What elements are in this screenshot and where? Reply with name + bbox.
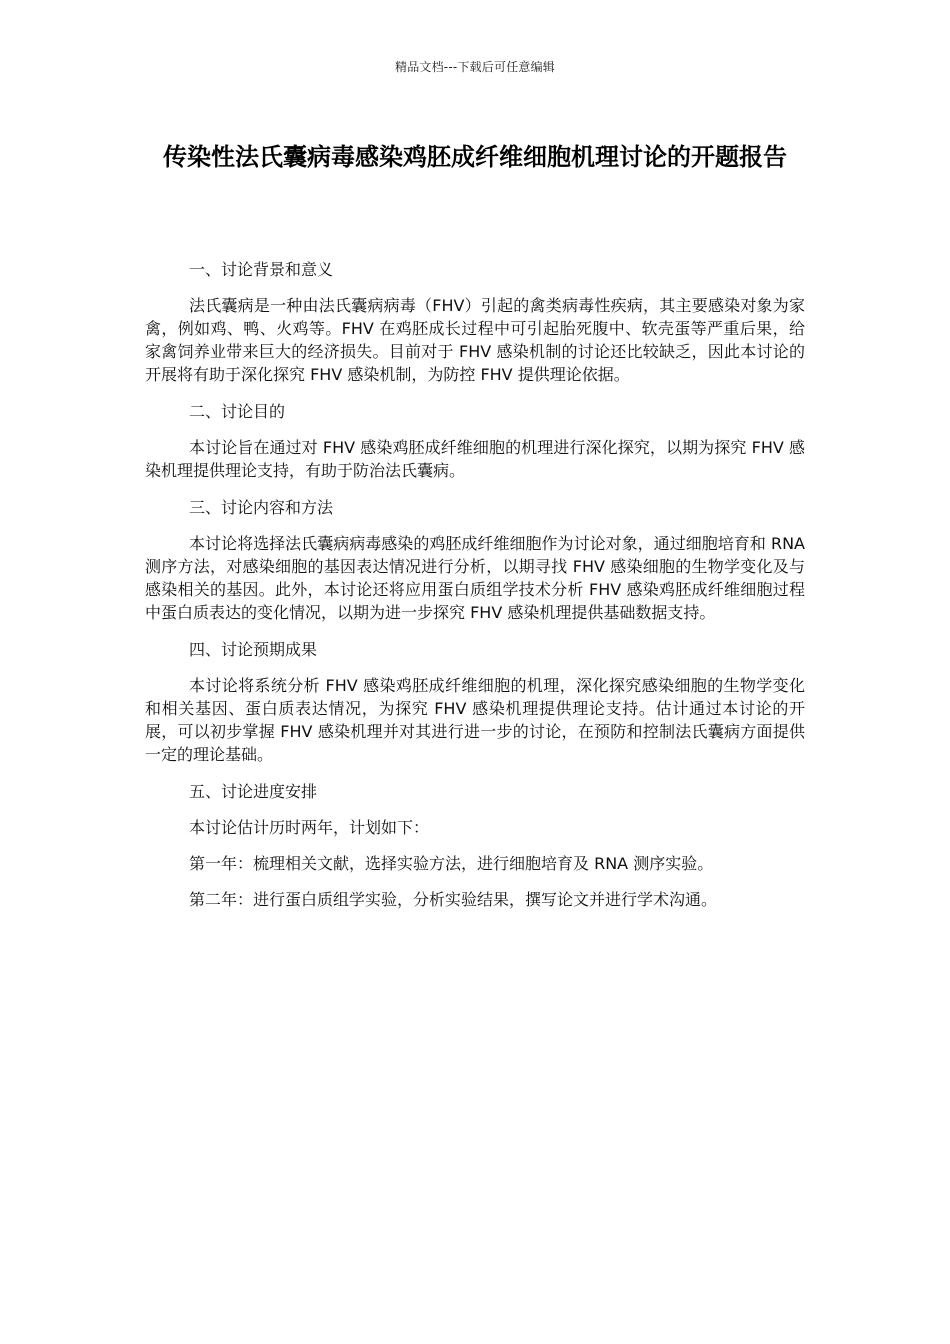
section-background xyxy=(145,258,805,386)
schedule-line: 第一年：梳理相关文献，选择实验方法，进行细胞培育及 RNA 测序实验。 xyxy=(189,854,714,873)
section-expected-results xyxy=(145,638,805,766)
page-header: 精品文档---下载后可任意编辑 xyxy=(395,60,555,74)
section-heading: 二、讨论目的 xyxy=(189,402,286,421)
section-paragraph: 法氏囊病是一种由法氏囊病病毒（FHV）引起的禽类病毒性疾病，其主要感染对象为家禽，例如鸡、鸭、火鸡等。FHV 在鸡胚成长过程中可引起胎死腹中、软壳蛋等严重后果，给家禽饲养业带来巨大的经济损失。目前对于 FHV 感染机制的讨论还比较缺乏，因此本讨论的开展将有助于深化探究 FHV 感染机制，为防控 FHV 提供理论依据。 xyxy=(145,296,805,384)
section-heading: 一、讨论背景和意义 xyxy=(189,260,334,279)
schedule-line: 本讨论估计历时两年，计划如下： xyxy=(189,818,430,837)
section-heading: 四、讨论预期成果 xyxy=(189,640,318,659)
section-content-methods xyxy=(145,496,805,624)
section-purpose xyxy=(145,400,805,482)
schedule-line: 第二年：进行蛋白质组学实验，分析实验结果，撰写论文并进行学术沟通。 xyxy=(189,890,718,909)
section-heading: 三、讨论内容和方法 xyxy=(189,498,334,517)
section-heading: 五、讨论进度安排 xyxy=(189,782,318,801)
document-body xyxy=(145,258,805,924)
section-paragraph: 本讨论将选择法氏囊病病毒感染的鸡胚成纤维细胞作为讨论对象，通过细胞培育和 RNA 测序方法，对感染细胞的基因表达情况进行分析，以期寻找 FHV 感染细胞的生物学变化及与感染相关的基因。此外，本讨论还将应用蛋白质组学技术分析 FHV 感染鸡胚成纤维细胞过程中蛋白质表达的变化情况，以期为进一步探究 FHV 感染机理提供基础数据支持。 xyxy=(145,534,805,622)
section-paragraph: 本讨论将系统分析 FHV 感染鸡胚成纤维细胞的机理，深化探究感染细胞的生物学变化和相关基因、蛋白质表达情况，为探究 FHV 感染机理提供理论支持。估计通过本讨论的开展，可以初步掌握 FHV 感染机理并对其进行进一步的讨论，在预防和控制法氏囊病方面提供一定的理论基础。 xyxy=(145,676,805,764)
section-schedule xyxy=(145,780,805,911)
document-title: 传染性法氏囊病毒感染鸡胚成纤维细胞机理讨论的开题报告 xyxy=(163,143,787,171)
section-paragraph: 本讨论旨在通过对 FHV 感染鸡胚成纤维细胞的机理进行深化探究，以期为探究 FHV 感染机理提供理论支持，有助于防治法氏囊病。 xyxy=(145,438,805,480)
